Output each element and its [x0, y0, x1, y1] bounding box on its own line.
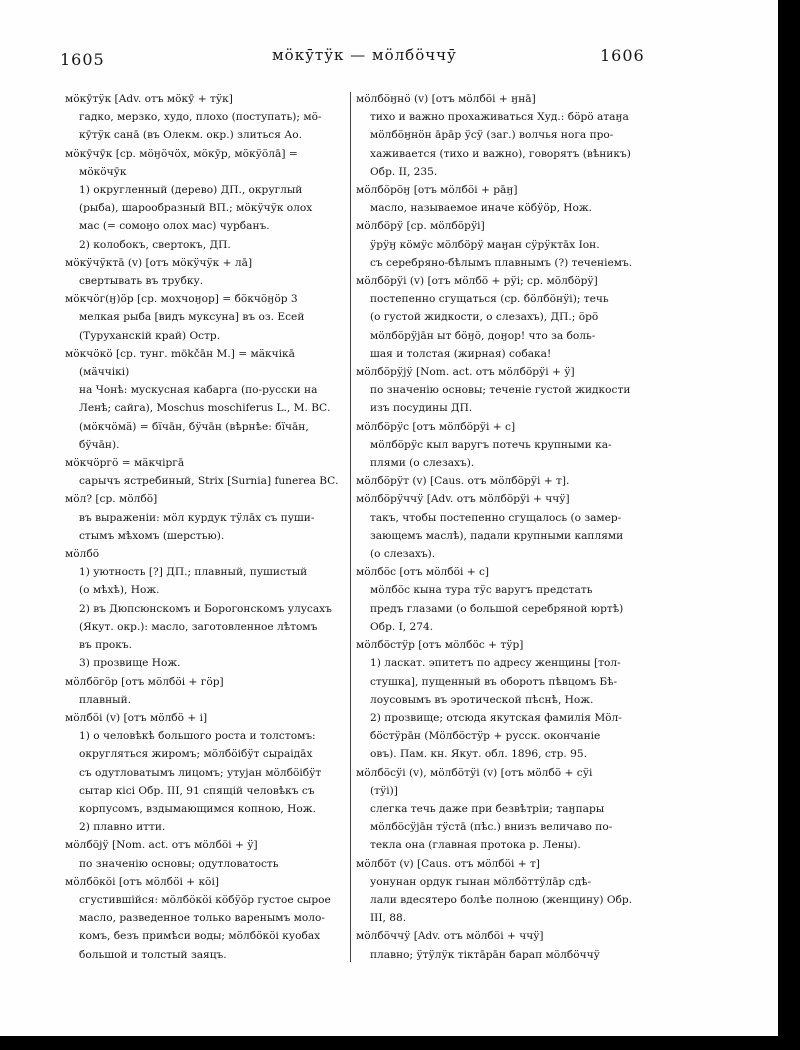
entry-text-line: постепенно сгущаться (ср. бӧлбӧнӱі); течь: [370, 293, 609, 306]
entry-headword-line: мӧлбӧрӱччӱ [Adv. отъ мӧлбӧрӱі + ччӱ]: [356, 493, 570, 506]
dictionary-entry: [65, 254, 347, 290]
dictionary-entry: [356, 90, 642, 181]
entry-headword-line: мӧлбӧӈнӧ (v) [отъ мӧлбӧі + ӈнā]: [356, 93, 536, 105]
right-column: [356, 90, 642, 964]
entry-text-line: предъ глазами (о большой серебряной юртѣ): [370, 602, 624, 615]
entry-text-line: стымъ мѣхомъ (шерстью).: [79, 529, 225, 542]
entry-headword-line: мӧкчӧг(ӈ)ӧр [ср. мохчоӈор] = бӧкчӧӈӧр 3: [65, 293, 298, 306]
scan-edge-bottom: [0, 1036, 800, 1050]
entry-text-line: (мӓччікі): [79, 366, 130, 379]
entry-text-line: кӯтӱк санā (въ Олекм. окр.) злиться Ао.: [79, 129, 303, 142]
entry-text-line: III, 88.: [370, 912, 407, 925]
entry-text-line: стушка], пущенный въ оборотъ пѣвцомъ Бѣ-: [370, 675, 618, 688]
dictionary-entry: [356, 855, 642, 928]
entry-headword-line: мӧлбӧрӱс [отъ мӧлбӧрӱі + с]: [356, 420, 516, 433]
entry-text-line: корпусомъ, вздымающимся копною, Нож.: [79, 802, 316, 815]
entry-text-line: мас (= сомоӈо олох мас) чурбанъ.: [79, 220, 270, 233]
entry-headword-line: мӧлбӧгӧр [отъ мӧлбӧі + гӧр]: [65, 675, 224, 688]
entry-headword-line: мӧлбӧрӱі (v) [отъ мӧлбӧ + рӱі; ср. мӧлбӧрӱ]: [356, 275, 598, 288]
entry-headword-line: мӧлбӧччӱ [Adv. отъ мӧлбӧі + ччӱ]: [356, 930, 544, 943]
entry-headword-line: мӧлбӧс [отъ мӧлбӧі + с]: [356, 566, 490, 579]
entry-text-line: шая и толстая (жирная) собака!: [370, 347, 552, 360]
entry-text-line: сгустившійся: мӧлбӧкӧі кӧбӱӧр густое сырое: [79, 893, 331, 906]
entry-text-line: Ленѣ; сайга), Moschus moschiferus L., М. ВС.: [79, 402, 331, 415]
entry-text-line: 2) плавно итти.: [79, 821, 166, 834]
entry-text-line: мӧлбӧсӱjāн тӱстā (пѣс.) внизъ величаво по-: [370, 821, 613, 834]
dictionary-entry: [65, 873, 347, 964]
entry-text-line: (тӱі)]: [370, 784, 398, 797]
entry-text-line: (Якут. окр.): масло, заготовленное лѣтомъ: [79, 620, 318, 633]
entry-text-line: масло, называемое иначе кӧбӱӧр, Нож.: [370, 202, 593, 215]
entry-headword-line: мӧкӯтӱк [Adv. отъ мӧкӯ + тӱк]: [65, 93, 233, 105]
entry-text-line: бӧстӱрāн (Мӧлбӧстӱр + русск. окончаніе: [370, 730, 601, 743]
entry-text-line: бӱчāн).: [79, 438, 120, 451]
entry-text-line: мӧлбӧӈнӧн āрāр ӱсӱ (заг.) волчья нога про-: [370, 129, 614, 142]
entry-text-line: лоусовымъ въ эротической пѣснѣ, Нож.: [370, 693, 594, 706]
entry-headword-line: мӧлбӧjӱ [Nom. act. отъ мӧлбӧі + ӱ]: [65, 839, 258, 852]
entry-text-line: 1) о человѣкѣ большого роста и толстомъ:: [79, 730, 316, 743]
entry-headword-line: мӧлбӧрӱjӱ [Nom. act. отъ мӧлбӧрӱі + ӱ]: [356, 366, 575, 379]
entry-text-line: плавно; ӱтӱлӱк тіктāрāн барап мӧлбӧччӱ: [370, 948, 600, 961]
entry-text-line: лали вдесятеро болѣе полною (женщину) Обр.: [370, 893, 633, 906]
entry-text-line: на Чонѣ: мускусная кабарга (по-русски на: [79, 384, 318, 397]
entry-text-line: съ одутловатымъ лицомъ; утуjан мӧлбӧібӱт: [79, 766, 322, 779]
entry-text-line: такъ, чтобы постепенно сгущалось (о замер-: [370, 511, 622, 524]
page-header: [60, 46, 660, 74]
entry-text-line: слегка течь даже при безвѣтріи; таӈпары: [370, 802, 605, 815]
entry-headword-line: мӧлбӧрӧӈ [отъ мӧлбӧі + рāӈ]: [356, 184, 518, 197]
entry-text-line: мӧлбӧс кына тура тӱс варугъ предстать: [370, 584, 593, 597]
dictionary-entry: [356, 217, 642, 272]
dictionary-entry: [356, 927, 642, 963]
dictionary-entry: [65, 145, 347, 254]
entry-text-line: сытар кісі Обр. III, 91 спящій человѣкъ съ: [79, 784, 315, 797]
entry-headword-line: мӧлбӧстӱр [отъ мӧлбӧс + тӱр]: [356, 639, 524, 652]
entry-text-line: (о мѣхѣ), Нож.: [79, 584, 160, 597]
entry-text-line: (мӧкчӧмӓ) = бїчāн, бӱчāн (вѣрнѣе: бїчāн,: [79, 420, 309, 433]
entry-text-line: мӧлбӧрӱс кыл варугъ потечь крупными ка-: [370, 438, 612, 451]
entry-text-line: (рыба), шарообразный ВП.; мӧкӱчӱк олох: [79, 202, 313, 215]
dictionary-entry: [65, 709, 347, 836]
page-number-right: 1606: [600, 46, 645, 65]
entry-text-line: мӧкӧчӯк: [79, 165, 127, 178]
entry-headword-line: мӧлбӧрӱт (v) [Caus. отъ мӧлбӧрӱі + т].: [356, 475, 570, 488]
entry-headword-line: мӧлбӧкӧі [отъ мӧлбӧі + кӧі]: [65, 875, 219, 888]
entry-text-line: съ серебряно-бѣлымъ плавнымъ (?) теченіемъ.: [370, 256, 633, 269]
entry-text-line: плями (о слезахъ).: [370, 457, 475, 470]
entry-headword-line: мӧлбӧсӱі (v), мӧлбӧтӱі (v) [отъ мӧлбӧ + сӱі: [356, 766, 593, 779]
entry-text-line: мӧлбӧрӱjāн ыт бӧӈӧ, доӈор! что за боль-: [370, 329, 596, 342]
left-column: [65, 90, 347, 964]
dictionary-entry: [356, 636, 642, 763]
entry-text-line: текла она (главная протока р. Лены).: [370, 839, 581, 852]
dictionary-entry: [356, 764, 642, 855]
entry-text-line: по значенію основы; одутловатость: [79, 857, 279, 870]
entry-text-line: Обр. I, 274.: [370, 620, 434, 633]
entry-text-line: большой и толстый заяцъ.: [79, 948, 227, 961]
entry-headword-line: мӧлбӧі (v) [отъ мӧлбӧ + і]: [65, 711, 208, 724]
dictionary-entry: [65, 454, 347, 490]
dictionary-entry: [356, 472, 642, 490]
dictionary-entry: [65, 545, 347, 672]
entry-text-line: 1) округленный (дерево) ДП., округлый: [79, 184, 303, 197]
dictionary-entry: [65, 345, 347, 454]
scan-edge-right: [778, 0, 800, 1050]
entry-text-line: изъ посудины ДП.: [370, 402, 473, 415]
dictionary-entry: [356, 490, 642, 563]
entry-text-line: зающемъ маслѣ), падали крупными каплями: [370, 529, 624, 542]
running-title: мӧкӯтӱк — мӧлбӧччӯ: [272, 46, 457, 64]
entry-text-line: уонунан ордук гынан мӧлбӧттӱлāр сдѣ-: [370, 875, 592, 888]
entry-text-line: 1) ласкат. эпитетъ по адресу женщины [тол-: [370, 657, 621, 670]
entry-headword-line: мӧкчӧргӧ = мӓкчіргā: [65, 457, 185, 470]
column-divider: [350, 92, 351, 962]
entry-text-line: сарычъ ястребиный, Strix [Surnia] funerea ВС.: [79, 475, 339, 488]
dictionary-entry: [356, 181, 642, 217]
entry-text-line: 2) прозвище; отсюда якутская фамилія Мӧл-: [370, 711, 622, 724]
entry-text-line: свертывать въ трубку.: [79, 275, 204, 288]
entry-text-line: въ прокъ.: [79, 639, 133, 652]
dictionary-entry: [65, 90, 347, 145]
entry-headword-line: мӧл? [ср. мӧлбӧ]: [65, 493, 158, 506]
entry-text-line: плавный.: [79, 693, 131, 706]
dictionary-entry: [65, 673, 347, 709]
page-number-left: 1605: [60, 50, 105, 69]
entry-text-line: масло, разведенное только варенымъ моло-: [79, 912, 325, 925]
entry-text-line: ӱрӱӈ кӧмӱс мӧлбӧрӱ маӈан сӱрӱктāх Іон.: [370, 238, 600, 251]
entry-headword-line: мӧлбӧ: [65, 548, 100, 561]
entry-text-line: мелкая рыба [видъ муксуна] въ оз. Есей: [79, 311, 305, 324]
entry-text-line: въ выраженіи: мӧл курдук тӱлāх съ пуши-: [79, 511, 315, 524]
entry-headword-line: мӧкӯчӯк [ср. мӧӈӧчӧх, мӧкӯр, мӧкӱӧлā] =: [65, 147, 298, 160]
entry-text-line: гадко, мерзко, худо, плохо (поступать); мӧ-: [79, 111, 322, 124]
entry-headword-line: мӧкӱчӱктā (v) [отъ мӧкӱчӱк + лā]: [65, 256, 253, 269]
dictionary-entry: [356, 563, 642, 636]
dictionary-entry: [356, 363, 642, 418]
entry-headword-line: мӧлбӧт (v) [Caus. отъ мӧлбӧі + т]: [356, 857, 540, 870]
entry-text-line: комъ, безъ примѣси воды; мӧлбӧкӧі куобах: [79, 930, 321, 943]
entry-text-line: тихо и важно прохаживаться Худ.: бӧрӧ атаӈа: [370, 111, 629, 124]
entry-text-line: по значенію основы; теченіе густой жидкости: [370, 384, 631, 397]
entry-text-line: округляться жиромъ; мӧлбӧібӱт сыраідāх: [79, 748, 313, 761]
entry-text-line: (о слезахъ).: [370, 548, 436, 561]
entry-text-line: хаживается (тихо и важно), говорятъ (вѣникъ): [370, 147, 631, 160]
entry-headword-line: мӧкчӧкӧ [ср. тунг. mökčāн М.] = мӓкчікā: [65, 347, 295, 360]
dictionary-entry: [65, 836, 347, 872]
dictionary-entry: [356, 418, 642, 473]
dictionary-entry: [65, 490, 347, 545]
entry-text-line: Обр. II, 235.: [370, 165, 438, 178]
entry-text-line: (о густой жидкости, о слезахъ), ДП.; ӧрӧ: [370, 311, 599, 324]
entry-headword-line: мӧлбӧрӱ [ср. мӧлбӧрӱі]: [356, 220, 485, 233]
entry-text-line: овъ). Пам. кн. Якут. обл. 1896, стр. 95.: [370, 748, 587, 761]
entry-text-line: 2) въ Дюпсюнскомъ и Борогонскомъ улусахъ: [79, 602, 332, 615]
entry-text-line: 2) колобокъ, свертокъ, ДП.: [79, 238, 231, 251]
entry-text-line: (Туруханскій край) Остр.: [79, 329, 221, 342]
dictionary-entry: [65, 290, 347, 345]
entry-text-line: 1) уютность [?] ДП.; плавный, пушистый: [79, 566, 308, 579]
entry-text-line: 3) прозвище Нож.: [79, 657, 181, 670]
dictionary-entry: [356, 272, 642, 363]
